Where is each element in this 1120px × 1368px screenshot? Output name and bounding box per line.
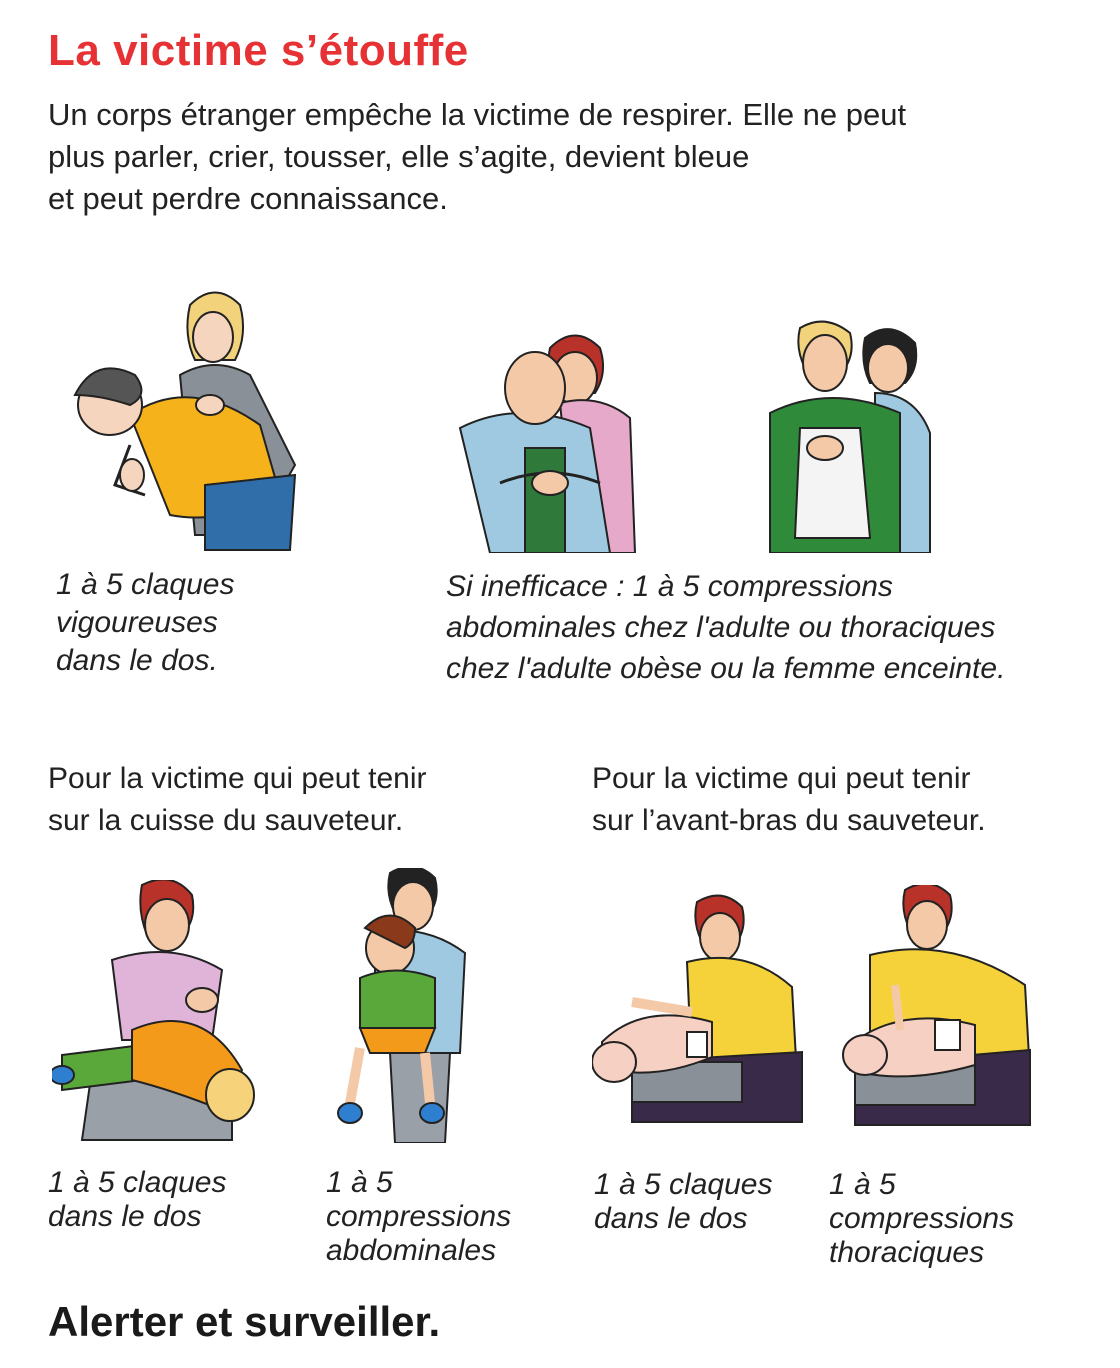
caption-line: 1 à 5 xyxy=(326,1166,393,1199)
adult-back-blows-illustration xyxy=(70,285,300,553)
intro-line-3: et peut perdre connaissance. xyxy=(48,181,448,216)
caption-line: 1 à 5 claques xyxy=(56,568,235,601)
caption-line: vigoureuses xyxy=(56,606,218,639)
caption-line: thoraciques xyxy=(829,1236,985,1269)
child-abdominal-thrusts-illustration xyxy=(335,868,475,1143)
child-back-blows-illustration xyxy=(52,880,257,1145)
child-compressions-caption xyxy=(326,1166,511,1268)
adult-chest-thrusts-illustration xyxy=(760,318,935,553)
heading-line: sur la cuisse du sauveteur. xyxy=(48,804,404,837)
caption-line: 1 à 5 claques xyxy=(594,1168,773,1201)
caption-line: dans le dos xyxy=(594,1202,748,1235)
adult-compressions-caption xyxy=(446,566,1005,689)
caption-line: dans le dos xyxy=(48,1200,202,1233)
child-back-blows-caption xyxy=(48,1166,226,1234)
child-heading xyxy=(48,758,427,842)
adult-abdominal-thrusts-illustration xyxy=(440,318,640,553)
caption-line: Si inefficace : 1 à 5 compressions xyxy=(446,570,893,603)
caption-line: 1 à 5 xyxy=(829,1168,896,1201)
infant-back-blows-illustration xyxy=(592,892,807,1130)
caption-line: compressions xyxy=(326,1200,512,1233)
caption-line: abdominales xyxy=(326,1234,497,1267)
intro-text xyxy=(48,94,1048,220)
caption-line: chez l'adulte obèse ou la femme enceinte. xyxy=(446,652,1006,685)
heading-line: Pour la victime qui peut tenir xyxy=(592,762,971,795)
infant-heading xyxy=(592,758,986,842)
caption-line: dans le dos. xyxy=(56,644,218,677)
caption-line: compressions xyxy=(829,1202,1015,1235)
infant-chest-thrusts-illustration xyxy=(835,885,1035,1130)
page-title: La victime s’étouffe xyxy=(48,26,469,75)
adult-back-blows-caption xyxy=(56,566,234,680)
heading-line: sur l’avant-bras du sauveteur. xyxy=(592,804,986,837)
caption-line: 1 à 5 claques xyxy=(48,1166,227,1199)
caption-line: abdominales chez l'adulte ou thoraciques xyxy=(446,611,996,644)
footer-instruction: Alerter et surveiller. xyxy=(48,1298,441,1345)
heading-line: Pour la victime qui peut tenir xyxy=(48,762,427,795)
intro-line-2: plus parler, crier, tousser, elle s’agite, devient bleue xyxy=(48,139,750,174)
infant-compressions-caption xyxy=(829,1168,1014,1270)
infant-back-blows-caption xyxy=(594,1168,772,1236)
intro-line-1: Un corps étranger empêche la victime de respirer. Elle ne peut xyxy=(48,97,907,132)
